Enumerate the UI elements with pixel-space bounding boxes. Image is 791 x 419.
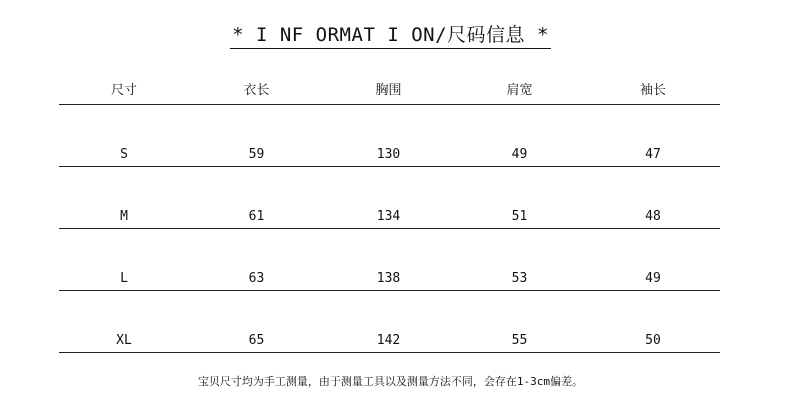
page-title: [0, 22, 781, 49]
table-header-row: [59, 78, 720, 105]
cell-sleeve: 48: [586, 167, 720, 229]
cell-size: M: [59, 167, 189, 229]
header-sleeve: 袖长: [586, 78, 720, 105]
table-row: [59, 105, 720, 167]
cell-length: 65: [189, 291, 324, 353]
cell-chest: 142: [324, 291, 453, 353]
table-row: [59, 167, 720, 229]
cell-shoulder: 49: [453, 105, 586, 167]
header-shoulder: 肩宽: [453, 78, 586, 105]
table-row: [59, 229, 720, 291]
cell-chest: 134: [324, 167, 453, 229]
cell-sleeve: 50: [586, 291, 720, 353]
cell-sleeve: 49: [586, 229, 720, 291]
page-title-text: * I NF ORMAT I ON/尺码信息 *: [230, 22, 551, 49]
cell-chest: 138: [324, 229, 453, 291]
size-chart-table: [59, 78, 720, 353]
cell-shoulder: 55: [453, 291, 586, 353]
cell-chest: 130: [324, 105, 453, 167]
cell-length: 61: [189, 167, 324, 229]
cell-size: S: [59, 105, 189, 167]
cell-length: 63: [189, 229, 324, 291]
header-length: 衣长: [189, 78, 324, 105]
header-size: 尺寸: [59, 78, 189, 105]
cell-shoulder: 53: [453, 229, 586, 291]
measurement-footnote: 宝贝尺寸均为手工测量，由于测量工具以及测量方法不同，会存在1-3cm偏差。: [197, 375, 584, 388]
cell-length: 59: [189, 105, 324, 167]
cell-sleeve: 47: [586, 105, 720, 167]
cell-shoulder: 51: [453, 167, 586, 229]
table-row: [59, 291, 720, 353]
cell-size: L: [59, 229, 189, 291]
header-chest: 胸围: [324, 78, 453, 105]
cell-size: XL: [59, 291, 189, 353]
